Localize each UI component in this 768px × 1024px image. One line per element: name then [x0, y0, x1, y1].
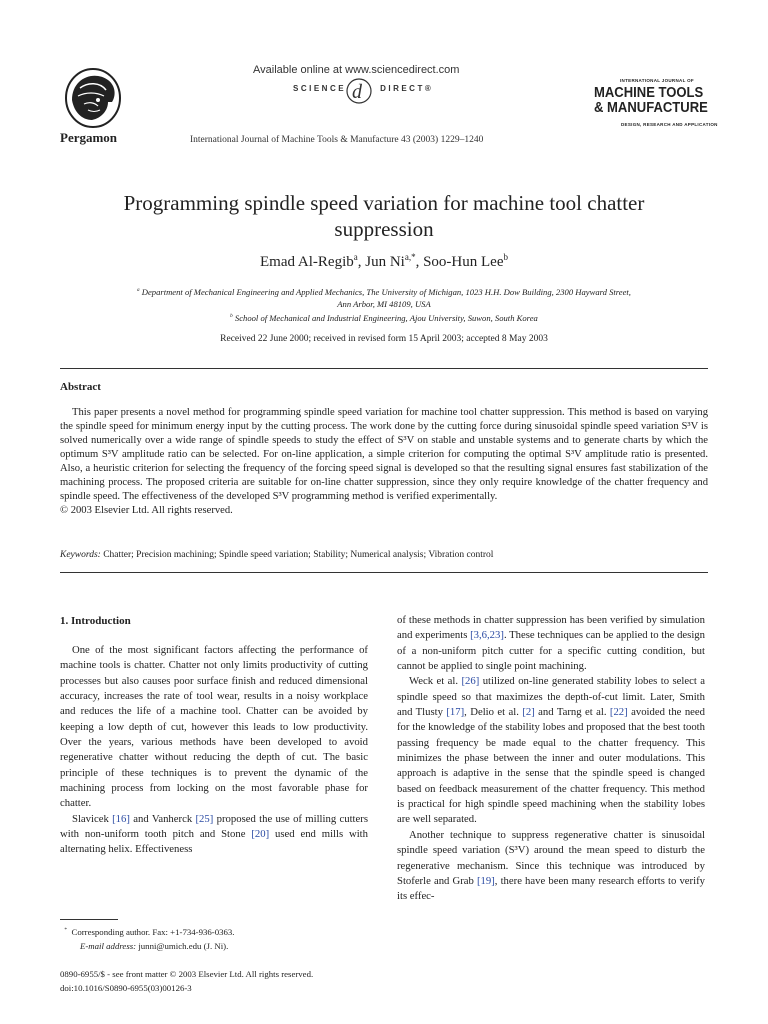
reference-link-26[interactable]: [26]	[461, 675, 480, 688]
reference-link-20[interactable]: [20]	[251, 828, 270, 841]
text-run: and Tarng et al.	[534, 706, 610, 719]
intro-paragraph-1: One of the most significant factors affecting the performance of machine tools is chatter. Chatter not only limits productivity of cutting processes but also causes poor surface finish and reduced dimensional accuracy, increases the rate of tool wear, results in a noisy workplace and reduces the life of a machine tool. Chatter can be avoided by keeping a low depth of cut, however this leads to low productivity. Over the years, various methods have been developed to avoid regenerative chatter without reducing the depth of cut. The basic principle of these techniques is to prevent the dynamic of the machining process from locking on the most favorable phase for chatter.	[60, 644, 368, 810]
publisher-name: Pergamon	[60, 130, 118, 145]
text-run: used end mills with alternating helix. Effectiveness	[60, 828, 368, 856]
journal-logo-small: INTERNATIONAL JOURNAL OF	[620, 78, 694, 83]
intro-paragraph-2	[60, 812, 368, 858]
affiliation-a-label: a	[137, 287, 140, 294]
pergamon-logo-icon	[58, 66, 128, 130]
reference-link-16[interactable]: [16]	[112, 812, 130, 825]
article-title	[60, 190, 708, 242]
affiliation-a	[60, 286, 708, 310]
received-dates: Received 22 June 2000; received in revised form 15 April 2003; accepted 8 May 2003	[220, 334, 548, 344]
sciencedirect-left-text: SCIENCE	[293, 84, 347, 93]
journal-citation: International Journal of Machine Tools & Manufacture 43 (2003) 1229–1240	[190, 135, 484, 145]
issn-line: 0890-6955/$ - see front matter © 2003 Elsevier Ltd. All rights reserved.	[60, 969, 314, 979]
affiliation-a-line2: Ann Arbor, MI 48109, USA	[337, 299, 431, 309]
footnote-corresponding: Corresponding author. Fax: +1-734-936-0363.	[71, 927, 235, 937]
reference-link-19[interactable]: [19]	[476, 874, 495, 887]
intro-paragraph-4	[397, 674, 705, 827]
author-2: Jun Ni	[365, 254, 405, 270]
author-1-affil: a	[353, 252, 358, 262]
affiliation-a-line1: Department of Mechanical Engineering and Applied Mechanics, The University of Michigan, 1023 H.H. Dow Building, 2300 Hayward Street,	[141, 287, 631, 297]
author-3-affil: b	[503, 252, 508, 262]
text-run: Weck et al.	[409, 675, 462, 688]
affiliation-b-label: b	[230, 313, 233, 320]
text-run: Another technique to suppress regenerative chatter is sinusoidal spindle speed variation (S³V) around the mean speed to disturb the regenerative mechanism. Since this technique was introduced by Stoferle and Grab	[397, 828, 705, 887]
abstract-heading: Abstract	[60, 381, 101, 393]
text-run: , there have been many research efforts to verify its effec-	[397, 874, 705, 903]
reference-link-3-6-23[interactable]: [3,6,23]	[470, 629, 504, 642]
journal-logo-sub: DESIGN, RESEARCH AND APPLICATION	[621, 122, 718, 127]
footnote	[60, 925, 368, 953]
footer	[60, 968, 380, 995]
section-heading-introduction: 1. Introduction	[60, 615, 131, 627]
abstract-paragraph: This paper presents a novel method for programming spindle speed variation for machine tool chatter suppression. This method is based on varying the spindle speed for minimum energy input by the cutting process. The work done by the cutting force during sinusoidal spindle speed variation S³V is solved numerically over a wide range of spindle speeds to study the effect of S³V on stable and unstable systems and to generate charts by which the optimum S³V amplitude ratio can be selected. For on-line application, a simple criterion for computing the optimal S³V amplitude ratio is presented. Also, a heuristic criterion for selecting the frequency of the forcing speed signal is developed so that the resulting signal ensures fast stabilization of the machining process. The proposed criteria are suitable for on-line chatter suppression, since they only require knowledge of the chatter frequency and spindle speed. The effectiveness of the developed S³V programming method is verified experimentally.	[60, 407, 708, 502]
title-line-2: suppression	[334, 217, 434, 241]
doi-line[interactable]: doi:10.1016/S0890-6955(03)00126-3	[60, 982, 192, 993]
divider-bottom	[60, 572, 708, 573]
text-run: . These techniques can be applied to the design of a non-uniform pitch cutter for a specific cutting condition, but cannot be applied to single point machining.	[397, 629, 705, 673]
author-1: Emad Al-Regib	[260, 254, 354, 270]
reference-link-22[interactable]: [22]	[609, 706, 628, 719]
abstract-copyright: © 2003 Elsevier Ltd. All rights reserved.	[60, 505, 233, 516]
keywords-list: Chatter; Precision machining; Spindle speed variation; Stability; Numerical analysis; Vibration control	[103, 550, 494, 560]
reference-link-25[interactable]: [25]	[195, 812, 214, 825]
footnote-marker: *	[64, 927, 68, 934]
text-run: Slavicek	[72, 812, 113, 825]
author-2-affil: a,*	[404, 252, 416, 262]
text-run: of these methods in chatter suppression has been verified by simulation and experiments	[397, 614, 705, 642]
affiliation-b-text: School of Mechanical and Industrial Engineering, Ajou University, Suwon, South Korea	[234, 313, 538, 323]
right-column	[397, 613, 705, 905]
affiliation-b	[60, 312, 708, 324]
divider-top	[60, 368, 708, 369]
intro-paragraph-3	[397, 613, 705, 674]
email-link[interactable]: junni@umich.edu (J. Ni).	[138, 941, 229, 951]
keywords	[60, 550, 708, 560]
text-run: avoided the need for the knowledge of the stability lobes and proposed that the best tooth passing frequency be made equal to the chatter frequency. This minimizes the phase between the inner and outer modulations. This approach is adaptive in the sense that the spindle speed is changed based on feedback measurement of the chatter frequency. This method is practical for high spindle speed machining when the stability lobes are well separated.	[397, 706, 705, 826]
intro-paragraph-5	[397, 828, 705, 905]
journal-logo-line1: MACHINE TOOLS	[594, 85, 704, 101]
available-online-link[interactable]: Available online at www.sciencedirect.com	[253, 64, 460, 76]
reference-link-17[interactable]: [17]	[446, 706, 465, 719]
author-list: Emad Al-Regib$^a$, Jun $Ni^{a,*}$, Soo-Hun Lee$^b$	[260, 252, 508, 270]
text-run: proposed the use of milling cutters with non-uniform tooth pitch and Stone	[60, 812, 368, 841]
keywords-label: Keywords:	[60, 550, 101, 560]
title-line-1: Programming spindle speed variation for machine tool chatter	[123, 191, 645, 215]
svg-text:d: d	[352, 81, 362, 103]
reference-link-2[interactable]: [2]	[522, 706, 535, 719]
sciencedirect-right-text: DIRECT®	[380, 84, 434, 93]
left-column	[60, 643, 368, 858]
text-run: utilized on-line generated stability lobes to select a spindle speed so that maximizes the depth-of-cut limit. Later, Smith and Tlusty	[397, 675, 705, 719]
journal-logo-title	[594, 86, 708, 116]
footnote-divider	[60, 919, 118, 920]
abstract-body	[60, 406, 708, 518]
text-run: , Delio et al.	[464, 706, 523, 719]
author-3: Soo-Hun Lee	[423, 254, 504, 270]
journal-logo-line2: & MANUFACTURE	[594, 100, 708, 116]
email-label: E-mail address:	[80, 941, 137, 951]
sciencedirect-d-icon	[344, 75, 374, 105]
text-run: and Vanherck	[129, 812, 196, 825]
